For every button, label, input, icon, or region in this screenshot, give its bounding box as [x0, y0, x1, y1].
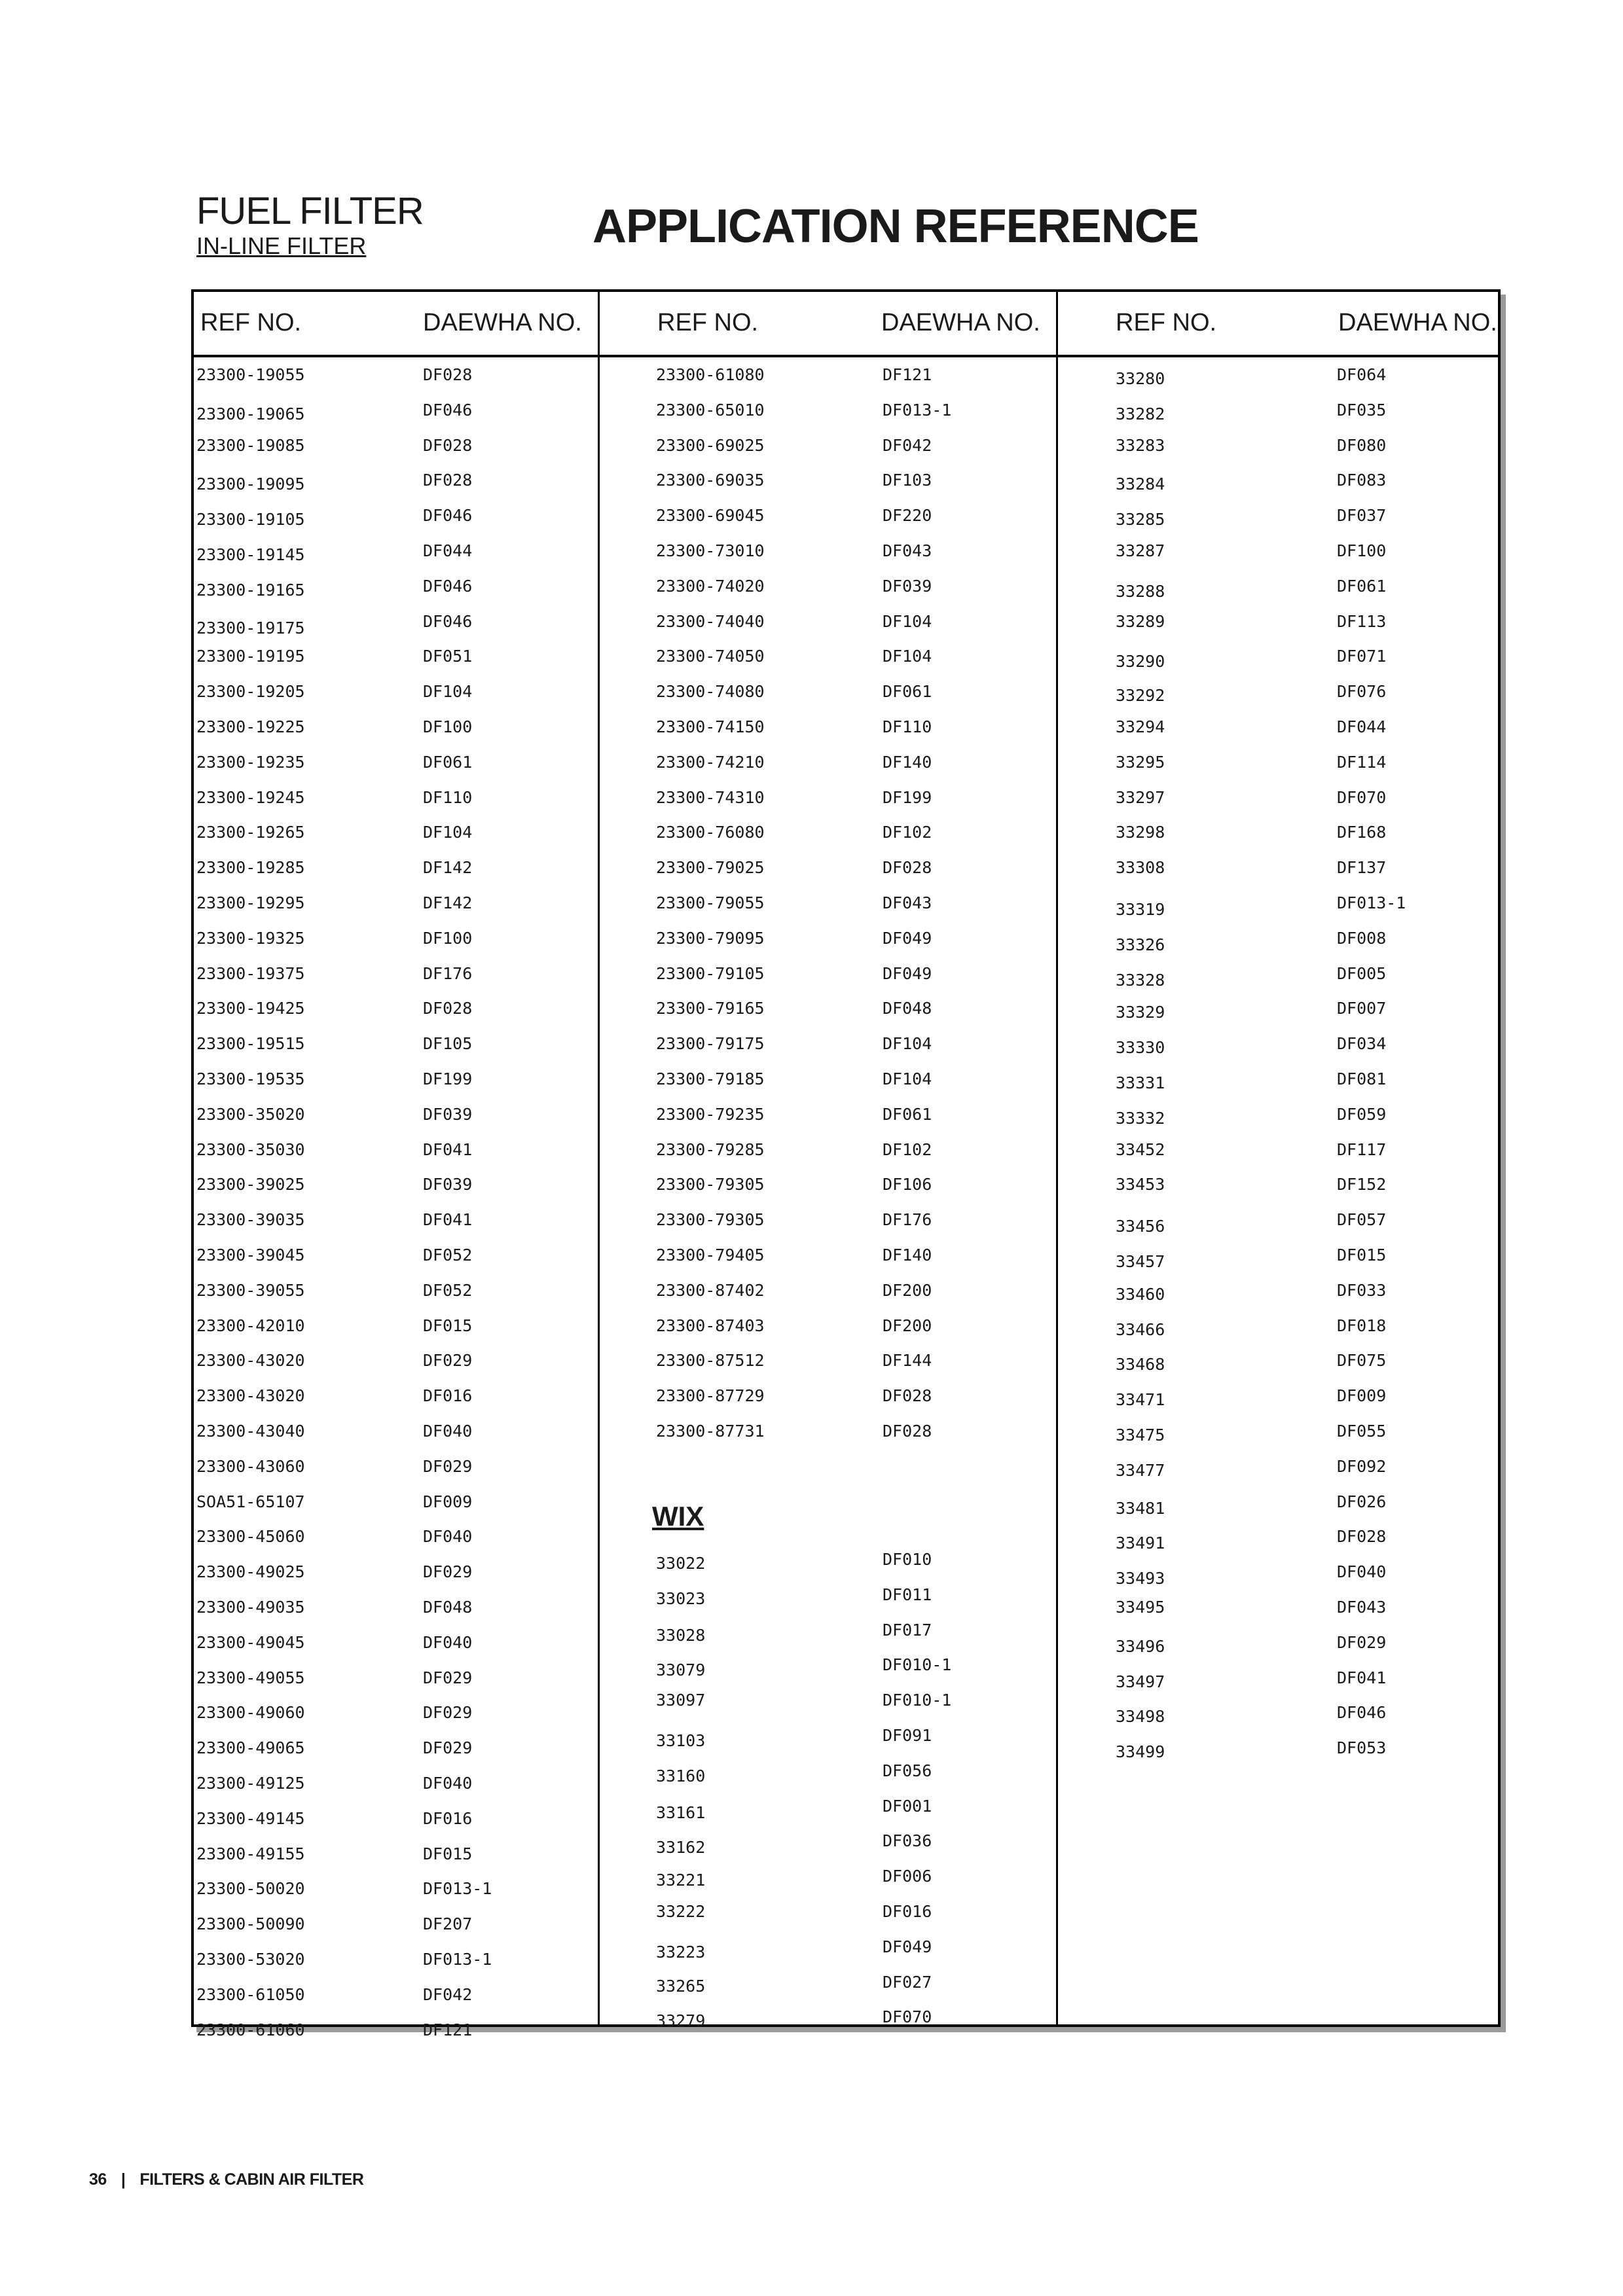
ref-no-cell: 23300-39045 — [196, 1246, 305, 1265]
column-divider — [598, 292, 600, 2024]
daewha-no-cell: DF043 — [883, 893, 932, 912]
ref-no-cell: 33297 — [1116, 788, 1165, 807]
daewha-no-cell: DF102 — [883, 823, 932, 842]
daewha-no-cell: DF200 — [883, 1281, 932, 1300]
daewha-no-cell: DF028 — [423, 365, 473, 384]
daewha-no-cell: DF081 — [1337, 1069, 1387, 1088]
daewha-no-cell: DF010-1 — [883, 1691, 952, 1710]
daewha-no-cell: DF015 — [423, 1844, 473, 1863]
daewha-no-cell: DF046 — [1337, 1703, 1387, 1722]
ref-no-cell: 23300-76080 — [656, 823, 765, 842]
ref-no-cell: 33475 — [1116, 1426, 1165, 1444]
daewha-no-cell: DF040 — [423, 1633, 473, 1652]
ref-no-cell: SOA51-65107 — [196, 1492, 305, 1511]
daewha-no-cell: DF117 — [1337, 1140, 1387, 1159]
ref-no-cell: 33471 — [1116, 1390, 1165, 1409]
ref-no-cell: 33496 — [1116, 1637, 1165, 1656]
ref-no-cell: 23300-19425 — [196, 999, 305, 1018]
daewha-no-cell: DF015 — [423, 1316, 473, 1335]
ref-no-cell: 23300-79185 — [656, 1069, 765, 1088]
daewha-no-cell: DF049 — [883, 1937, 932, 1956]
daewha-no-cell: DF039 — [883, 577, 932, 596]
ref-no-cell: 33481 — [1116, 1499, 1165, 1518]
ref-no-cell: 33491 — [1116, 1534, 1165, 1552]
ref-no-cell: 33265 — [656, 1977, 706, 1996]
ref-no-cell: 23300-79165 — [656, 999, 765, 1018]
daewha-no-cell: DF026 — [1337, 1492, 1387, 1511]
daewha-no-cell: DF055 — [1337, 1422, 1387, 1441]
ref-no-cell: 33495 — [1116, 1598, 1165, 1617]
col-header-ref-2: REF NO. — [657, 309, 759, 336]
daewha-no-cell: DF028 — [423, 436, 473, 455]
daewha-no-cell: DF041 — [423, 1210, 473, 1229]
footer-section: FILTERS & CABIN AIR FILTER — [139, 2170, 364, 2189]
daewha-no-cell: DF091 — [883, 1726, 932, 1745]
ref-no-cell: 23300-19285 — [196, 858, 305, 877]
ref-no-cell: 23300-19055 — [196, 365, 305, 384]
daewha-no-cell: DF013-1 — [423, 1879, 492, 1898]
daewha-no-cell: DF035 — [1337, 401, 1387, 420]
ref-no-cell: 23300-19325 — [196, 929, 305, 948]
daewha-no-cell: DF018 — [1337, 1316, 1387, 1335]
daewha-no-cell: DF008 — [1337, 929, 1387, 948]
ref-no-cell: 23300-49025 — [196, 1562, 305, 1581]
ref-no-cell: 23300-35030 — [196, 1140, 305, 1159]
ref-no-cell: 33279 — [656, 2011, 706, 2030]
ref-no-cell: 23300-19225 — [196, 717, 305, 736]
ref-no-cell: 23300-42010 — [196, 1316, 305, 1335]
ref-no-cell: 23300-69025 — [656, 436, 765, 455]
daewha-no-cell: DF029 — [423, 1562, 473, 1581]
ref-no-cell: 33022 — [656, 1554, 706, 1573]
daewha-no-cell: DF007 — [1337, 999, 1387, 1018]
ref-no-cell: 33285 — [1116, 510, 1165, 529]
daewha-no-cell: DF142 — [423, 858, 473, 877]
daewha-no-cell: DF103 — [883, 471, 932, 490]
daewha-no-cell: DF100 — [423, 717, 473, 736]
daewha-no-cell: DF041 — [1337, 1668, 1387, 1687]
ref-no-cell: 23300-69035 — [656, 471, 765, 490]
daewha-no-cell: DF010 — [883, 1550, 932, 1569]
ref-no-cell: 23300-19165 — [196, 581, 305, 600]
daewha-no-cell: DF029 — [423, 1457, 473, 1476]
daewha-no-cell: DF040 — [423, 1774, 473, 1793]
ref-no-cell: 23300-19175 — [196, 619, 305, 637]
ref-no-cell: 23300-39035 — [196, 1210, 305, 1229]
daewha-no-cell: DF056 — [883, 1761, 932, 1780]
daewha-no-cell: DF048 — [883, 999, 932, 1018]
ref-no-cell: 33161 — [656, 1803, 706, 1822]
ref-no-cell: 33498 — [1116, 1707, 1165, 1726]
ref-no-cell: 23300-35020 — [196, 1105, 305, 1124]
daewha-no-cell: DF016 — [883, 1902, 932, 1921]
daewha-no-cell: DF104 — [883, 1069, 932, 1088]
ref-no-cell: 23300-74150 — [656, 717, 765, 736]
ref-no-cell: 33290 — [1116, 652, 1165, 671]
page-subtitle: IN-LINE FILTER — [196, 232, 367, 259]
daewha-no-cell: DF013-1 — [1337, 893, 1406, 912]
ref-no-cell: 23300-79305 — [656, 1210, 765, 1229]
daewha-no-cell: DF016 — [423, 1809, 473, 1828]
daewha-no-cell: DF040 — [423, 1527, 473, 1546]
ref-no-cell: 33295 — [1116, 753, 1165, 772]
ref-no-cell: 23300-43060 — [196, 1457, 305, 1476]
ref-no-cell: 23300-19535 — [196, 1069, 305, 1088]
daewha-no-cell: DF048 — [423, 1598, 473, 1617]
daewha-no-cell: DF049 — [883, 964, 932, 983]
ref-no-cell: 33330 — [1116, 1038, 1165, 1057]
ref-no-cell: 23300-87403 — [656, 1316, 765, 1335]
col-header-ref-3: REF NO. — [1116, 309, 1217, 336]
daewha-no-cell: DF044 — [1337, 717, 1387, 736]
daewha-no-cell: DF144 — [883, 1351, 932, 1370]
ref-no-cell: 33499 — [1116, 1742, 1165, 1761]
daewha-no-cell: DF029 — [423, 1668, 473, 1687]
daewha-no-cell: DF036 — [883, 1831, 932, 1850]
table-header-row — [194, 292, 1498, 357]
daewha-no-cell: DF071 — [1337, 647, 1387, 666]
ref-no-cell: 23300-74050 — [656, 647, 765, 666]
ref-no-cell: 23300-65010 — [656, 401, 765, 420]
ref-no-cell: 33222 — [656, 1902, 706, 1921]
ref-no-cell: 23300-19145 — [196, 545, 305, 564]
daewha-no-cell: DF199 — [883, 788, 932, 807]
ref-no-cell: 23300-79095 — [656, 929, 765, 948]
ref-no-cell: 23300-74310 — [656, 788, 765, 807]
daewha-no-cell: DF076 — [1337, 682, 1387, 701]
daewha-no-cell: DF075 — [1337, 1351, 1387, 1370]
daewha-no-cell: DF104 — [883, 612, 932, 631]
daewha-no-cell: DF034 — [1337, 1034, 1387, 1053]
ref-no-cell: 23300-49045 — [196, 1633, 305, 1652]
daewha-no-cell: DF043 — [1337, 1598, 1387, 1617]
ref-no-cell: 33466 — [1116, 1320, 1165, 1339]
ref-no-cell: 23300-79285 — [656, 1140, 765, 1159]
daewha-no-cell: DF049 — [883, 929, 932, 948]
ref-no-cell: 33280 — [1116, 369, 1165, 388]
daewha-no-cell: DF028 — [883, 858, 932, 877]
daewha-no-cell: DF029 — [423, 1703, 473, 1722]
ref-no-cell: 23300-19295 — [196, 893, 305, 912]
daewha-no-cell: DF052 — [423, 1246, 473, 1265]
wix-heading: WIX — [652, 1501, 704, 1532]
daewha-no-cell: DF092 — [1337, 1457, 1387, 1476]
daewha-no-cell: DF102 — [883, 1140, 932, 1159]
page-title: FUEL FILTER — [196, 190, 424, 232]
ref-no-cell: 23300-49145 — [196, 1809, 305, 1828]
daewha-no-cell: DF017 — [883, 1621, 932, 1640]
daewha-no-cell: DF028 — [423, 999, 473, 1018]
daewha-no-cell: DF009 — [423, 1492, 473, 1511]
ref-no-cell: 33162 — [656, 1838, 706, 1857]
ref-no-cell: 23300-39055 — [196, 1281, 305, 1300]
ref-no-cell: 23300-69045 — [656, 506, 765, 525]
daewha-no-cell: DF100 — [423, 929, 473, 948]
column-divider — [1056, 292, 1058, 2024]
daewha-no-cell: DF061 — [1337, 577, 1387, 596]
ref-no-cell: 23300-49155 — [196, 1844, 305, 1863]
ref-no-cell: 23300-49035 — [196, 1598, 305, 1617]
daewha-no-cell: DF176 — [883, 1210, 932, 1229]
ref-no-cell: 23300-19375 — [196, 964, 305, 983]
daewha-no-cell: DF104 — [883, 1034, 932, 1053]
ref-no-cell: 23300-49055 — [196, 1668, 305, 1687]
section-title: APPLICATION REFERENCE — [593, 200, 1199, 253]
ref-no-cell: 33329 — [1116, 1003, 1165, 1022]
ref-no-cell: 33452 — [1116, 1140, 1165, 1159]
daewha-no-cell: DF029 — [423, 1351, 473, 1370]
ref-no-cell: 23300-50090 — [196, 1914, 305, 1933]
ref-no-cell: 23300-61050 — [196, 1985, 305, 2004]
daewha-no-cell: DF061 — [423, 753, 473, 772]
ref-no-cell: 23300-49065 — [196, 1738, 305, 1757]
daewha-no-cell: DF037 — [1337, 506, 1387, 525]
daewha-no-cell: DF051 — [423, 647, 473, 666]
daewha-no-cell: DF176 — [423, 964, 473, 983]
ref-no-cell: 33456 — [1116, 1217, 1165, 1236]
ref-no-cell: 23300-79105 — [656, 964, 765, 983]
ref-no-cell: 23300-19245 — [196, 788, 305, 807]
daewha-no-cell: DF100 — [1337, 541, 1387, 560]
daewha-no-cell: DF029 — [1337, 1633, 1387, 1652]
ref-no-cell: 23300-50020 — [196, 1879, 305, 1898]
daewha-no-cell: DF104 — [883, 647, 932, 666]
daewha-no-cell: DF001 — [883, 1797, 932, 1816]
daewha-no-cell: DF039 — [423, 1105, 473, 1124]
ref-no-cell: 33319 — [1116, 900, 1165, 919]
daewha-no-cell: DF010-1 — [883, 1655, 952, 1674]
ref-no-cell: 33023 — [656, 1589, 706, 1608]
daewha-no-cell: DF110 — [883, 717, 932, 736]
daewha-no-cell: DF016 — [423, 1386, 473, 1405]
daewha-no-cell: DF005 — [1337, 964, 1387, 983]
daewha-no-cell: DF040 — [423, 1422, 473, 1441]
col-header-daewha-2: DAEWHA NO. — [881, 309, 1040, 336]
ref-no-cell: 23300-87729 — [656, 1386, 765, 1405]
daewha-no-cell: DF043 — [883, 541, 932, 560]
ref-no-cell: 33287 — [1116, 541, 1165, 560]
daewha-no-cell: DF152 — [1337, 1175, 1387, 1194]
daewha-no-cell: DF041 — [423, 1140, 473, 1159]
ref-no-cell: 23300-79235 — [656, 1105, 765, 1124]
daewha-no-cell: DF070 — [1337, 788, 1387, 807]
daewha-no-cell: DF046 — [423, 506, 473, 525]
ref-no-cell: 23300-74040 — [656, 612, 765, 631]
daewha-no-cell: DF033 — [1337, 1281, 1387, 1300]
daewha-no-cell: DF028 — [423, 471, 473, 490]
col-header-daewha-1: DAEWHA NO. — [423, 309, 582, 336]
ref-no-cell: 23300-19515 — [196, 1034, 305, 1053]
ref-no-cell: 23300-43020 — [196, 1386, 305, 1405]
daewha-no-cell: DF137 — [1337, 858, 1387, 877]
daewha-no-cell: DF121 — [883, 365, 932, 384]
daewha-no-cell: DF104 — [423, 823, 473, 842]
daewha-no-cell: DF113 — [1337, 612, 1387, 631]
col-header-daewha-3: DAEWHA NO. — [1338, 309, 1497, 336]
daewha-no-cell: DF013-1 — [883, 401, 952, 420]
ref-no-cell: 33079 — [656, 1660, 706, 1679]
daewha-no-cell: DF028 — [883, 1422, 932, 1441]
ref-no-cell: 23300-53020 — [196, 1950, 305, 1969]
daewha-no-cell: DF080 — [1337, 436, 1387, 455]
daewha-no-cell: DF029 — [423, 1738, 473, 1757]
ref-no-cell: 23300-61060 — [196, 2020, 305, 2039]
ref-no-cell: 33477 — [1116, 1461, 1165, 1480]
ref-no-cell: 33097 — [656, 1691, 706, 1710]
daewha-no-cell: DF052 — [423, 1281, 473, 1300]
ref-no-cell: 23300-87402 — [656, 1281, 765, 1300]
daewha-no-cell: DF046 — [423, 612, 473, 631]
ref-no-cell: 33282 — [1116, 404, 1165, 423]
daewha-no-cell: DF207 — [423, 1914, 473, 1933]
ref-no-cell: 23300-19085 — [196, 436, 305, 455]
daewha-no-cell: DF028 — [883, 1386, 932, 1405]
ref-no-cell: 23300-19195 — [196, 647, 305, 666]
ref-no-cell: 23300-43040 — [196, 1422, 305, 1441]
ref-no-cell: 23300-19065 — [196, 404, 305, 423]
daewha-no-cell: DF042 — [423, 1985, 473, 2004]
ref-no-cell: 33468 — [1116, 1355, 1165, 1374]
page-number: 36 — [89, 2170, 107, 2189]
ref-no-cell: 33283 — [1116, 436, 1165, 455]
daewha-no-cell: DF121 — [423, 2020, 473, 2039]
daewha-no-cell: DF040 — [1337, 1562, 1387, 1581]
ref-no-cell: 33028 — [656, 1626, 706, 1645]
daewha-no-cell: DF200 — [883, 1316, 932, 1335]
ref-no-cell: 33328 — [1116, 971, 1165, 990]
ref-no-cell: 33103 — [656, 1731, 706, 1750]
col-header-ref-1: REF NO. — [200, 309, 302, 336]
ref-no-cell: 23300-19265 — [196, 823, 305, 842]
ref-no-cell: 23300-43020 — [196, 1351, 305, 1370]
ref-no-cell: 23300-74020 — [656, 577, 765, 596]
daewha-no-cell: DF140 — [883, 753, 932, 772]
daewha-no-cell: DF039 — [423, 1175, 473, 1194]
footer-separator: | — [120, 2170, 126, 2189]
ref-no-cell: 33223 — [656, 1943, 706, 1962]
ref-no-cell: 23300-87731 — [656, 1422, 765, 1441]
daewha-no-cell: DF013-1 — [423, 1950, 492, 1969]
ref-no-cell: 33289 — [1116, 612, 1165, 631]
daewha-no-cell: DF027 — [883, 1973, 932, 1992]
ref-no-cell: 33308 — [1116, 858, 1165, 877]
ref-no-cell: 33294 — [1116, 717, 1165, 736]
daewha-no-cell: DF046 — [423, 577, 473, 596]
daewha-no-cell: DF070 — [883, 2007, 932, 2026]
daewha-no-cell: DF220 — [883, 506, 932, 525]
daewha-no-cell: DF106 — [883, 1175, 932, 1194]
ref-no-cell: 23300-87512 — [656, 1351, 765, 1370]
ref-no-cell: 33457 — [1116, 1252, 1165, 1271]
daewha-no-cell: DF142 — [423, 893, 473, 912]
ref-no-cell: 23300-79055 — [656, 893, 765, 912]
daewha-no-cell: DF042 — [883, 436, 932, 455]
ref-no-cell: 33497 — [1116, 1672, 1165, 1691]
ref-no-cell: 23300-79405 — [656, 1246, 765, 1265]
header-block — [196, 191, 424, 259]
daewha-no-cell: DF015 — [1337, 1246, 1387, 1265]
ref-no-cell: 23300-45060 — [196, 1527, 305, 1546]
daewha-no-cell: DF053 — [1337, 1738, 1387, 1757]
daewha-no-cell: DF006 — [883, 1867, 932, 1886]
daewha-no-cell: DF114 — [1337, 753, 1387, 772]
daewha-no-cell: DF009 — [1337, 1386, 1387, 1405]
daewha-no-cell: DF044 — [423, 541, 473, 560]
daewha-no-cell: DF059 — [1337, 1105, 1387, 1124]
ref-no-cell: 23300-49125 — [196, 1774, 305, 1793]
daewha-no-cell: DF028 — [1337, 1527, 1387, 1546]
ref-no-cell: 33288 — [1116, 582, 1165, 601]
daewha-no-cell: DF140 — [883, 1246, 932, 1265]
ref-no-cell: 23300-39025 — [196, 1175, 305, 1194]
ref-no-cell: 23300-74080 — [656, 682, 765, 701]
ref-no-cell: 33160 — [656, 1767, 706, 1785]
ref-no-cell: 33460 — [1116, 1285, 1165, 1304]
ref-no-cell: 23300-61080 — [656, 365, 765, 384]
ref-no-cell: 33453 — [1116, 1175, 1165, 1194]
daewha-no-cell: DF061 — [883, 1105, 932, 1124]
ref-no-cell: 23300-19095 — [196, 475, 305, 493]
ref-no-cell: 23300-73010 — [656, 541, 765, 560]
daewha-no-cell: DF046 — [423, 401, 473, 420]
ref-no-cell: 33284 — [1116, 475, 1165, 493]
daewha-no-cell: DF199 — [423, 1069, 473, 1088]
daewha-no-cell: DF057 — [1337, 1210, 1387, 1229]
daewha-no-cell: DF110 — [423, 788, 473, 807]
daewha-no-cell: DF011 — [883, 1585, 932, 1604]
ref-no-cell: 23300-19205 — [196, 682, 305, 701]
ref-no-cell: 33331 — [1116, 1073, 1165, 1092]
daewha-no-cell: DF083 — [1337, 471, 1387, 490]
ref-no-cell: 23300-19235 — [196, 753, 305, 772]
daewha-no-cell: DF104 — [423, 682, 473, 701]
daewha-no-cell: DF168 — [1337, 823, 1387, 842]
ref-no-cell: 23300-79025 — [656, 858, 765, 877]
ref-no-cell: 23300-19105 — [196, 510, 305, 529]
ref-no-cell: 33298 — [1116, 823, 1165, 842]
daewha-no-cell: DF064 — [1337, 365, 1387, 384]
ref-no-cell: 23300-79305 — [656, 1175, 765, 1194]
ref-no-cell: 33221 — [656, 1871, 706, 1890]
ref-no-cell: 23300-79175 — [656, 1034, 765, 1053]
ref-no-cell: 33332 — [1116, 1109, 1165, 1128]
ref-no-cell: 33292 — [1116, 686, 1165, 705]
ref-no-cell: 23300-74210 — [656, 753, 765, 772]
daewha-no-cell: DF105 — [423, 1034, 473, 1053]
ref-no-cell: 23300-49060 — [196, 1703, 305, 1722]
ref-no-cell: 33493 — [1116, 1569, 1165, 1588]
daewha-no-cell: DF061 — [883, 682, 932, 701]
reference-table — [191, 289, 1501, 2039]
page-footer — [89, 2170, 363, 2189]
ref-no-cell: 33326 — [1116, 935, 1165, 954]
